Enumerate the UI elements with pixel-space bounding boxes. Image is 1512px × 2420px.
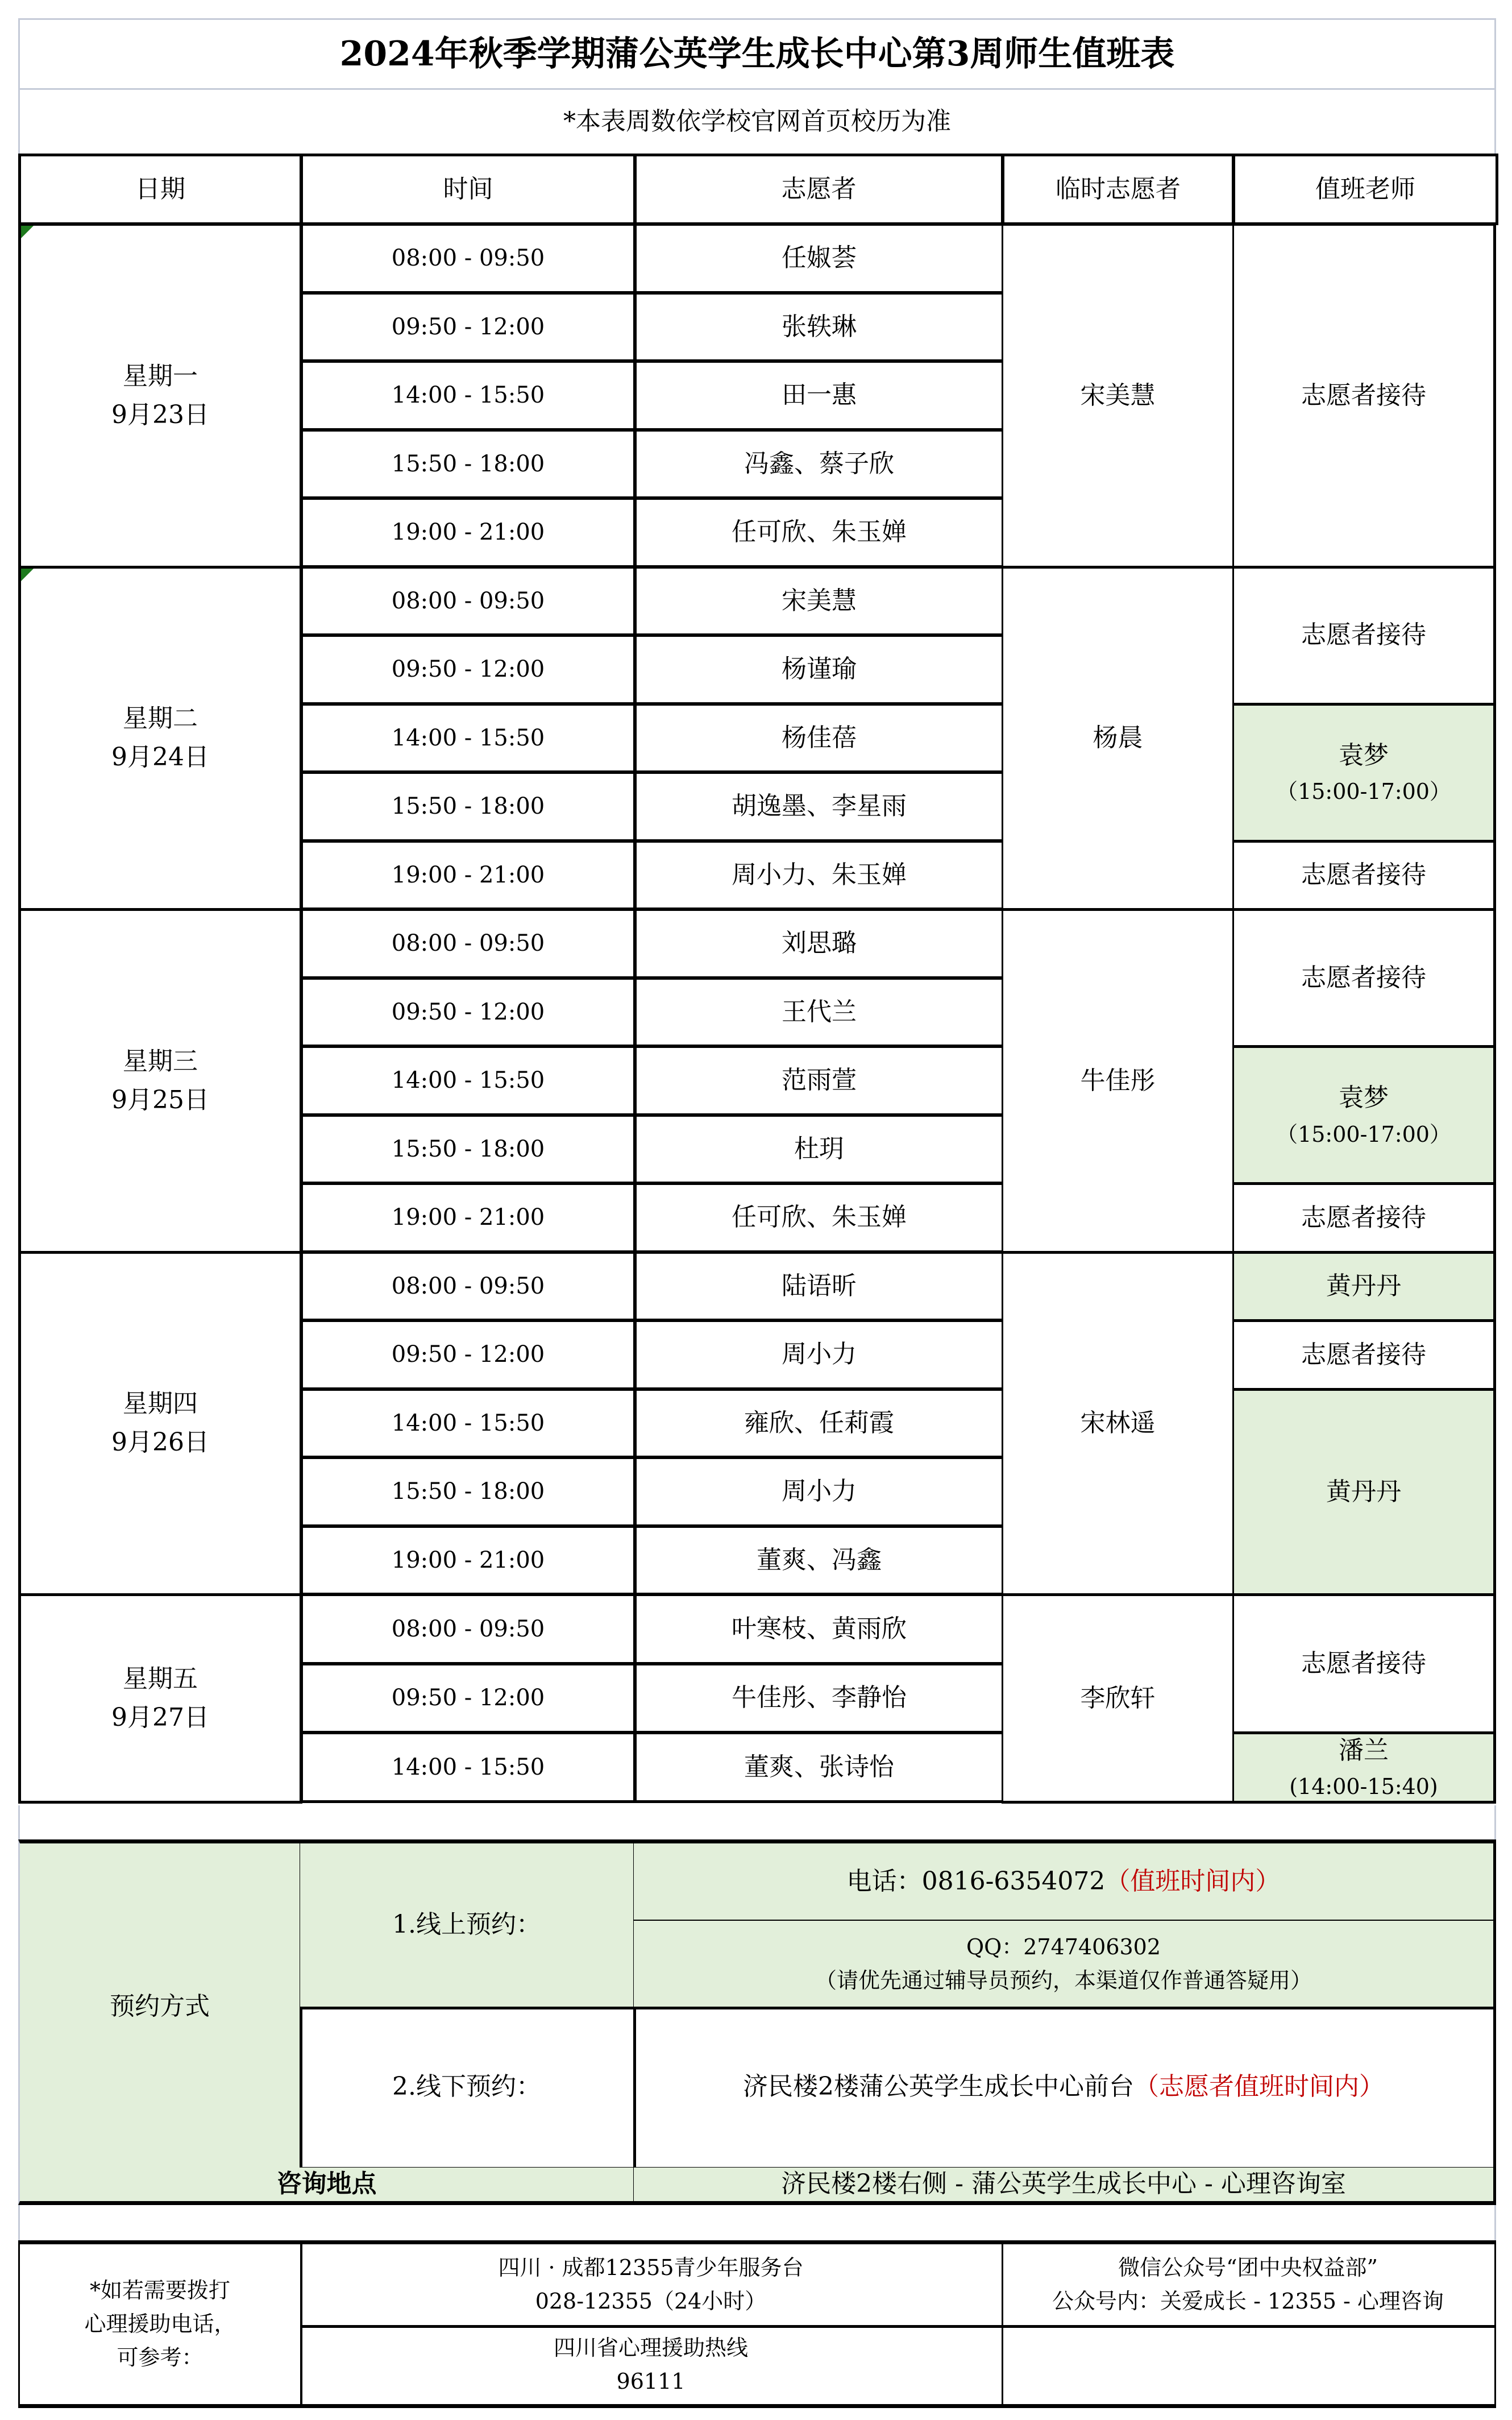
volunteer-cell (634, 771, 1003, 842)
time-text: 19:00 - 21:00 (391, 1547, 545, 1573)
page-title (18, 18, 1496, 88)
volunteer-names: 刘思璐 (782, 929, 857, 958)
teacher-hours: (14:00-15:40) (1289, 1774, 1438, 1800)
location-value (634, 2168, 1496, 2205)
teacher-cell (1232, 1731, 1496, 1804)
time-text: 09:50 - 12:00 (391, 1685, 545, 1712)
volunteer-names: 董爽、张诗怡 (744, 1752, 894, 1782)
header-volunteer (634, 154, 1004, 225)
temp-volunteer-cell (1002, 1251, 1234, 1597)
volunteer-names: 雍欣、任莉霞 (744, 1408, 894, 1437)
weekday-label: 星期二 (123, 704, 198, 734)
time-text: 14:00 - 15:50 (391, 1754, 545, 1781)
time-slot (300, 292, 636, 363)
teacher-cell (1232, 703, 1496, 843)
volunteer-cell (634, 360, 1003, 431)
date-cell (18, 1593, 302, 1804)
time-text: 09:50 - 12:00 (391, 313, 545, 340)
empty-cell (1002, 2326, 1496, 2408)
booking-method-label (18, 1839, 302, 2170)
time-slot (300, 1731, 636, 1803)
time-text: 09:50 - 12:00 (391, 998, 545, 1025)
volunteer-names: 田一惠 (782, 380, 857, 410)
phone-cell (634, 1839, 1496, 1922)
teacher-cell (1232, 1045, 1496, 1185)
teacher-name: 志愿者接待 (1301, 963, 1426, 992)
temp-volunteer-name: 宋林遥 (1080, 1408, 1156, 1438)
date-label: 9月23日 (111, 400, 209, 429)
teacher-name: 潘兰 (1339, 1736, 1389, 1766)
temp-volunteer-name: 宋美慧 (1080, 380, 1156, 410)
time-slot (300, 908, 636, 979)
date-label: 9月24日 (111, 743, 209, 772)
qq-note: （请优先通过辅导员预约，本渠道仅作普通答疑用） (815, 1967, 1312, 1993)
volunteer-names: 任可欣、朱玉婵 (732, 517, 907, 547)
time-slot (300, 1525, 636, 1596)
volunteer-cell (634, 429, 1003, 500)
spacer-2 (18, 2205, 1496, 2243)
time-text: 19:00 - 21:00 (391, 861, 545, 888)
qq-number: QQ：2747406302 (966, 1934, 1161, 1959)
volunteer-cell (634, 1045, 1003, 1116)
temp-volunteer-cell (1002, 566, 1234, 911)
temp-volunteer-cell (1002, 1593, 1234, 1804)
hotline-number: 96111 (616, 2369, 686, 2394)
time-text: 15:50 - 18:00 (391, 1136, 545, 1162)
time-text: 08:00 - 09:50 (391, 1615, 545, 1642)
offline-place-cell (634, 2007, 1496, 2170)
volunteer-names: 王代兰 (782, 997, 857, 1026)
time-slot (300, 840, 636, 911)
time-slot (300, 1114, 636, 1185)
wechat-name: 微信公众号“团中央权益部” (1118, 2255, 1378, 2281)
teacher-cell (1232, 1251, 1496, 1323)
teacher-name: 袁梦 (1339, 740, 1389, 770)
time-slot (300, 497, 636, 568)
hotline-label-line: *如若需要拨打 (89, 2278, 230, 2303)
teacher-name: 志愿者接待 (1301, 380, 1426, 410)
time-slot (300, 771, 636, 842)
volunteer-cell (634, 1388, 1003, 1459)
volunteer-names: 任婌荟 (782, 243, 857, 273)
header-label: 值班老师 (1315, 174, 1415, 204)
time-text: 14:00 - 15:50 (391, 382, 545, 409)
offline-booking-text: 2.线下预约： (392, 2072, 541, 2102)
header-label: 日期 (135, 174, 185, 204)
volunteer-names: 范雨萱 (782, 1066, 857, 1095)
teacher-cell (1232, 1593, 1496, 1734)
volunteer-cell (634, 1456, 1003, 1527)
time-slot (300, 1593, 636, 1665)
teacher-cell (1232, 1319, 1496, 1391)
volunteer-cell (634, 1731, 1003, 1803)
volunteer-cell (634, 977, 1003, 1048)
header-temp-volunteer (1002, 154, 1235, 225)
wechat-path: 公众号内：关爱成长 - 12355 - 心理咨询 (1052, 2289, 1444, 2314)
time-slot (300, 566, 636, 637)
temp-volunteer-cell (1002, 908, 1234, 1254)
teacher-name: 志愿者接待 (1301, 1340, 1426, 1369)
date-cell (18, 908, 302, 1254)
teacher-cell (1232, 908, 1496, 1048)
volunteer-cell (634, 1525, 1003, 1596)
time-text: 08:00 - 09:50 (391, 587, 545, 614)
teacher-name: 志愿者接待 (1301, 860, 1426, 890)
header-time (300, 154, 636, 225)
time-text: 14:00 - 15:50 (391, 1067, 545, 1094)
weekday-label: 星期四 (123, 1389, 198, 1419)
time-slot (300, 223, 636, 294)
teacher-hours: （15:00-17:00） (1276, 779, 1451, 805)
volunteer-names: 叶寒枝、黄雨欣 (732, 1614, 907, 1643)
location-value-text: 济民楼2楼右侧 - 蒲公英学生成长中心 - 心理咨询室 (781, 2169, 1346, 2199)
time-text: 15:50 - 18:00 (391, 450, 545, 477)
volunteer-names: 张轶琳 (782, 312, 857, 341)
header-teacher (1232, 154, 1498, 225)
hotline-label-line: 心理援助电话， (84, 2311, 236, 2337)
time-slot (300, 1456, 636, 1527)
header-label: 临时志愿者 (1056, 174, 1181, 204)
volunteer-names: 周小力、朱玉婵 (732, 860, 907, 889)
volunteer-cell (634, 566, 1003, 637)
temp-volunteer-cell (1002, 223, 1234, 569)
online-booking-text: 1.线上预约： (392, 1910, 541, 1940)
time-text: 09:50 - 12:00 (391, 1341, 545, 1368)
booking-method-text: 预约方式 (110, 1991, 210, 2021)
volunteer-names: 杜玥 (794, 1134, 844, 1163)
comment-marker-icon (21, 569, 34, 581)
time-text: 08:00 - 09:50 (391, 245, 545, 272)
volunteer-cell (634, 908, 1003, 979)
hotline-number: 028-12355（24小时） (535, 2289, 767, 2314)
title-text: 2024年秋季学期蒲公英学生成长中心第3周师生值班表 (339, 34, 1175, 74)
offline-booking-label (300, 2007, 636, 2170)
volunteer-names: 任可欣、朱玉婵 (732, 1203, 907, 1232)
spacer (18, 1805, 1496, 1841)
time-text: 09:50 - 12:00 (391, 656, 545, 683)
date-cell (18, 223, 302, 569)
wechat-account (1002, 2240, 1496, 2328)
time-slot (300, 1251, 636, 1322)
time-slot (300, 1388, 636, 1459)
teacher-hours: （15:00-17:00） (1276, 1121, 1451, 1147)
time-text: 15:50 - 18:00 (391, 793, 545, 820)
temp-volunteer-name: 牛佳彤 (1080, 1066, 1156, 1095)
volunteer-cell (634, 1114, 1003, 1185)
phone-number: 电话：0816-6354072 (846, 1866, 1106, 1896)
volunteer-cell (634, 840, 1003, 911)
online-booking-label (300, 1839, 636, 2009)
volunteer-names: 胡逸墨、李星雨 (732, 792, 907, 821)
volunteer-cell (634, 1319, 1003, 1390)
time-text: 08:00 - 09:50 (391, 930, 545, 957)
header-label: 志愿者 (781, 174, 857, 204)
volunteer-cell (634, 703, 1003, 774)
teacher-cell (1232, 840, 1496, 911)
date-label: 9月27日 (111, 1703, 209, 1732)
hotline-label-line: 可参考： (117, 2344, 203, 2370)
time-slot (300, 1663, 636, 1734)
volunteer-cell (634, 292, 1003, 363)
teacher-name: 志愿者接待 (1301, 1649, 1426, 1679)
hotline-name: 四川省心理援助热线 (553, 2335, 748, 2361)
volunteer-names: 陆语昕 (782, 1271, 857, 1300)
location-label (18, 2168, 636, 2205)
qq-cell (634, 1921, 1496, 2009)
teacher-name: 袁梦 (1339, 1083, 1389, 1113)
volunteer-names: 杨佳蓓 (782, 723, 857, 752)
weekday-label: 星期三 (123, 1046, 198, 1076)
volunteer-cell (634, 223, 1003, 294)
teacher-cell (1232, 223, 1496, 569)
weekday-label: 星期一 (123, 361, 198, 391)
time-text: 19:00 - 21:00 (391, 1204, 545, 1231)
date-label: 9月26日 (111, 1428, 209, 1457)
volunteer-names: 周小力 (782, 1340, 857, 1369)
volunteer-names: 冯鑫、蔡子欣 (744, 449, 894, 478)
volunteer-names: 牛佳彤、李静怡 (732, 1683, 907, 1713)
volunteer-cell (634, 1182, 1003, 1253)
volunteer-cell (634, 1251, 1003, 1322)
teacher-cell (1232, 1388, 1496, 1597)
time-slot (300, 429, 636, 500)
header-label: 时间 (443, 174, 493, 204)
volunteer-names: 宋美慧 (782, 586, 857, 615)
time-slot (300, 703, 636, 774)
time-text: 14:00 - 15:50 (391, 1410, 545, 1436)
volunteer-cell (634, 1663, 1003, 1734)
date-cell (18, 566, 302, 911)
subtitle-text: *本表周数依学校官网首页校历为准 (563, 106, 951, 136)
time-slot (300, 977, 636, 1048)
weekday-label: 星期五 (123, 1664, 198, 1693)
comment-marker-icon (21, 226, 34, 238)
location-label-text: 咨询地点 (276, 2169, 377, 2199)
offline-note: （志愿者值班时间内） (1134, 2072, 1384, 2102)
volunteer-names: 董爽、冯鑫 (757, 1545, 882, 1574)
volunteer-cell (634, 634, 1003, 705)
teacher-cell (1232, 566, 1496, 706)
volunteer-names: 杨谨瑜 (782, 654, 857, 684)
hotline-chengdu-12355 (300, 2240, 1003, 2328)
time-slot (300, 360, 636, 431)
teacher-name: 志愿者接待 (1301, 1203, 1426, 1232)
temp-volunteer-name: 杨晨 (1093, 723, 1143, 753)
time-slot (300, 634, 636, 705)
time-text: 14:00 - 15:50 (391, 724, 545, 751)
volunteer-cell (634, 1593, 1003, 1665)
time-text: 19:00 - 21:00 (391, 519, 545, 546)
subtitle (18, 88, 1496, 154)
teacher-name: 黄丹丹 (1326, 1271, 1401, 1301)
time-slot (300, 1182, 636, 1253)
time-text: 08:00 - 09:50 (391, 1273, 545, 1299)
temp-volunteer-name: 李欣轩 (1080, 1683, 1156, 1713)
header-date (18, 154, 302, 225)
time-slot (300, 1045, 636, 1116)
offline-place: 济民楼2楼蒲公英学生成长中心前台 (743, 2072, 1134, 2102)
teacher-cell (1232, 1182, 1496, 1254)
teacher-name: 志愿者接待 (1301, 620, 1426, 650)
volunteer-cell (634, 497, 1003, 568)
date-label: 9月25日 (111, 1085, 209, 1114)
hotline-label (18, 2240, 302, 2408)
phone-note: （值班时间内） (1105, 1866, 1281, 1896)
time-slot (300, 1319, 636, 1390)
teacher-name: 黄丹丹 (1326, 1477, 1401, 1506)
hotline-name: 四川 · 成都12355青少年服务台 (498, 2255, 804, 2281)
time-text: 15:50 - 18:00 (391, 1478, 545, 1505)
hotline-sichuan-96111 (300, 2326, 1003, 2408)
volunteer-names: 周小力 (782, 1477, 857, 1506)
date-cell (18, 1251, 302, 1597)
